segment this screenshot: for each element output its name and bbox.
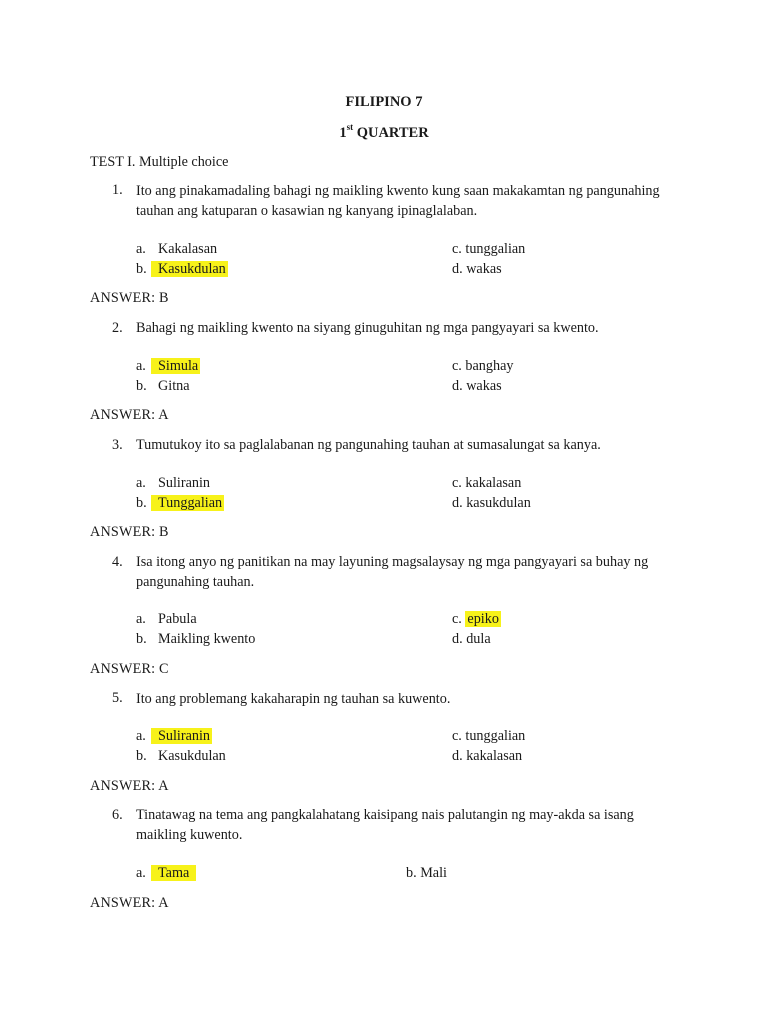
- option-text: c. tunggalian: [452, 728, 526, 744]
- question-number: 6.: [112, 807, 123, 823]
- question-text: Isa itong anyo ng panitikan na may layuning magsalaysay ng mga pangyayari sa buhay ng pangunahing tauhan.: [136, 554, 649, 590]
- option-text: c. banghay: [452, 358, 514, 374]
- answer-highlight: Suliranin: [151, 728, 212, 744]
- option-text: d. dula: [452, 631, 491, 647]
- option-letter: b.: [136, 495, 147, 511]
- question-text: Bahagi ng maikling kwento na siyang ginuguhitan ng mga pangyayari sa kwento.: [136, 320, 599, 336]
- option-text: Suliranin: [158, 475, 211, 491]
- option-text: d. wakas: [452, 261, 502, 277]
- document-title: FILIPINO 7: [345, 94, 423, 110]
- answer-highlight: epiko: [467, 611, 499, 627]
- question-number: 2.: [112, 320, 123, 336]
- option-text: d. kasukdulan: [452, 495, 531, 511]
- quarter-superscript: st: [346, 122, 354, 132]
- option-letter: a.: [136, 358, 146, 374]
- option-text: b. Mali: [406, 865, 447, 881]
- option-text-highlighted: [151, 495, 224, 512]
- question-number: 3.: [112, 437, 123, 453]
- option-text: d. kakalasan: [452, 748, 523, 764]
- answer-line: ANSWER: B: [90, 524, 169, 540]
- question-number: 4.: [112, 554, 123, 570]
- option-letter: b.: [136, 631, 147, 647]
- option-letter: b.: [136, 748, 147, 764]
- option-letter: b.: [136, 378, 147, 394]
- option-text: Maikling kwento: [158, 631, 256, 647]
- option-text: Gitna: [158, 378, 190, 394]
- option-letter: b.: [136, 261, 147, 277]
- option-text: d. wakas: [452, 378, 502, 394]
- question-text: Ito ang problemang kakaharapin ng tauhan sa kuwento.: [136, 691, 451, 707]
- question-text: Ito ang pinakamadaling bahagi ng maikling kwento kung saan makakamtan ng pangunahing tauhan ang katuparan o kasawian ng kanyang ipinaglalaban.: [136, 183, 660, 219]
- answer-line: ANSWER: C: [90, 661, 169, 677]
- option-text: c. kakalasan: [452, 475, 522, 491]
- option-text-highlighted: [151, 358, 200, 375]
- option-letter: a.: [136, 611, 146, 627]
- option-letter: a.: [136, 475, 146, 491]
- option-text: Pabula: [158, 611, 197, 627]
- answer-line: ANSWER: A: [90, 778, 169, 794]
- option-text-highlighted: [151, 865, 196, 882]
- answer-highlight: Kasukdulan: [151, 261, 228, 277]
- answer-highlight: Tunggalian: [151, 495, 224, 511]
- option-text: Kasukdulan: [158, 748, 226, 764]
- option-letter: a.: [136, 865, 146, 881]
- answer-line: ANSWER: A: [90, 407, 169, 423]
- option-letter: a.: [136, 241, 146, 257]
- question-text: Tumutukoy ito sa paglalabanan ng pangunahing tauhan at sumasalungat sa kanya.: [136, 437, 601, 453]
- option-letter: a.: [136, 728, 146, 744]
- quarter-number: 1: [339, 124, 347, 141]
- answer-line: ANSWER: B: [90, 290, 169, 306]
- answer-highlight: Simula: [151, 358, 200, 374]
- option-text-highlighted: [452, 611, 501, 628]
- answer-highlight: Tama: [151, 865, 196, 881]
- question-number: 5.: [112, 690, 123, 706]
- quarter-heading: [0, 123, 768, 142]
- option-text-highlighted: [151, 728, 212, 745]
- question-number: 1.: [112, 182, 123, 198]
- option-text: Kakalasan: [158, 241, 218, 257]
- option-text: c. tunggalian: [452, 241, 526, 257]
- answer-line: ANSWER: A: [90, 895, 169, 911]
- test-heading: TEST I. Multiple choice: [90, 154, 229, 170]
- question-text: Tinatawag na tema ang pangkalahatang kaisipang nais palutangin ng may-akda sa isang maikling kuwento.: [136, 807, 634, 843]
- option-prefix: c.: [452, 611, 466, 627]
- option-text-highlighted: [151, 261, 228, 278]
- quarter-word: QUARTER: [356, 124, 429, 141]
